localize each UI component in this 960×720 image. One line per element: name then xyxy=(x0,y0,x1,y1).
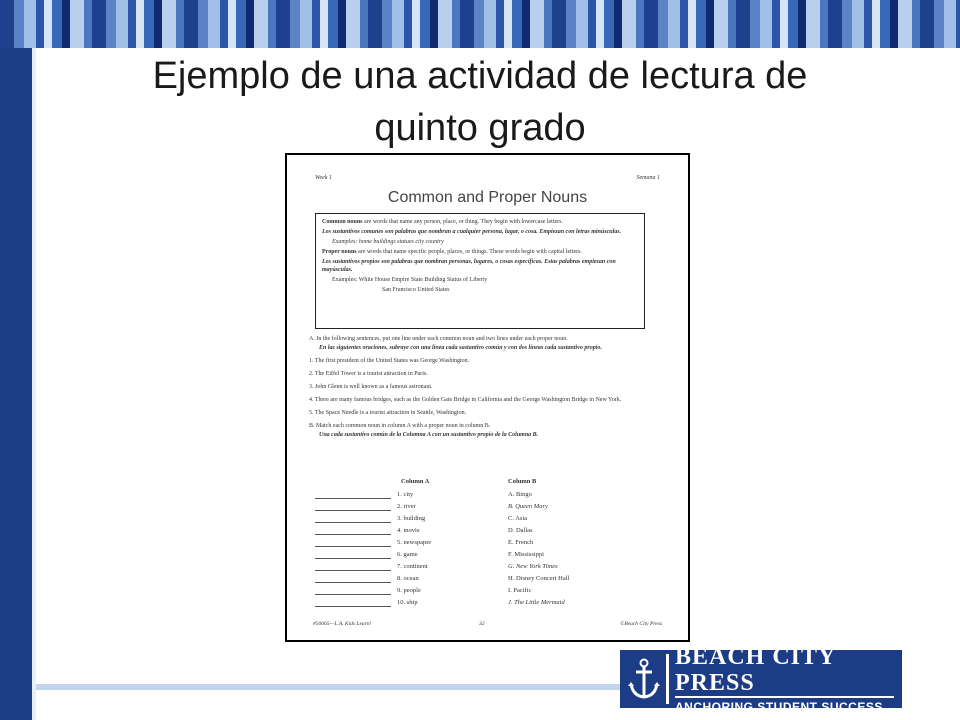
column-a-item: 4. movie xyxy=(397,527,420,534)
column-a-item: 7. continent xyxy=(397,563,428,570)
worksheet-image xyxy=(285,153,690,642)
column-b-item: H. Disney Concert Hall xyxy=(508,575,570,582)
column-a-item: 2. river xyxy=(397,503,416,510)
column-a-item: 3. building xyxy=(397,515,426,522)
slide-title-line-2: quinto grado xyxy=(374,107,586,149)
matching-row xyxy=(315,551,655,563)
section-a xyxy=(309,335,659,444)
worksheet-title: Common and Proper Nouns xyxy=(387,189,588,206)
matching-row xyxy=(315,527,655,539)
column-b-item: I. Pacific xyxy=(508,587,532,594)
matching-row xyxy=(315,575,655,587)
logo-text-block xyxy=(666,644,900,714)
matching-row xyxy=(315,539,655,551)
section-b-instruction-es: Una cada sustantivo común de la Columna A con un sustantivo propio de la Columna B. xyxy=(319,432,539,438)
anchor-icon xyxy=(622,652,666,706)
logo-tagline: ANCHORING STUDENT SUCCESS xyxy=(675,696,894,714)
section-a-instruction-es: En las siguientes oraciones, subraye con una línea cada sustantivo común y con dos líneas cada sustantivo propio. xyxy=(319,345,602,351)
logo-name: BEACH CITY PRESS xyxy=(675,644,836,696)
common-noun-text-en: are words that name any person, place, or thing. They begin with lowercase letters. xyxy=(362,219,564,225)
worksheet-footer-left: #50065—L.A. Kids Learn! xyxy=(313,621,372,627)
column-a-header: Column A xyxy=(401,478,430,485)
proper-noun-text-en: are words that name specific people, places, or things. These words begin with capital letters. xyxy=(356,249,582,255)
top-stripe-banner xyxy=(0,0,960,48)
common-noun-examples: Examples: home buildings statues city country xyxy=(332,239,444,245)
matching-row xyxy=(315,491,655,503)
matching-rows xyxy=(315,491,655,611)
section-b-instruction-en: B. Match each common noun in column A with a proper noun in column B. xyxy=(309,423,491,429)
proper-noun-definition-en xyxy=(322,248,638,256)
proper-noun-term-en: Proper nouns xyxy=(322,249,357,255)
proper-noun-definition-es xyxy=(322,258,638,274)
column-b-item: A. Bingo xyxy=(508,491,532,498)
left-side-bar xyxy=(0,48,36,720)
common-noun-text-es: son palabras que nombran a cualquier persona, lugar, o cosa. Empiezan con letras minúsculas. xyxy=(383,229,622,235)
bottom-accent-line xyxy=(36,684,626,690)
matching-row xyxy=(315,563,655,575)
answer-blank xyxy=(315,594,391,595)
worksheet-week-left: Week 1 xyxy=(315,175,332,181)
matching-row xyxy=(315,599,655,611)
sentence-item: 1. The first president of the United States was George Washington. xyxy=(309,358,470,364)
column-b-item: B. Queen Mary xyxy=(508,503,548,510)
column-b-item: D. Dallas xyxy=(508,527,533,534)
column-b-item: J. The Little Mermaid xyxy=(508,599,565,606)
worksheet-page-number: 32 xyxy=(479,621,485,627)
column-b-item: F. Mississippi xyxy=(508,551,544,558)
section-a-instruction-en: A. In the following sentences, put one line under each common noun and two lines under each proper noun. xyxy=(309,336,568,342)
column-a-item: 1. city xyxy=(397,491,414,498)
worksheet-week-right: Semana 1 xyxy=(636,175,660,181)
column-a-item: 6. game xyxy=(397,551,418,558)
column-a-item: 8. ocean xyxy=(397,575,419,582)
column-a-item: 5. newspaper xyxy=(397,539,432,546)
common-noun-term-es: Los sustantivos comunes xyxy=(322,229,384,235)
matching-row xyxy=(315,503,655,515)
definitions-box xyxy=(315,213,645,329)
column-b-item: G. New York Times xyxy=(508,563,558,570)
answer-blank xyxy=(315,558,391,559)
column-a-item: 9. people xyxy=(397,587,421,594)
column-b-item: E. French xyxy=(508,539,534,546)
common-noun-definition-es xyxy=(322,228,638,236)
matching-row xyxy=(315,515,655,527)
sentence-item: 3. John Glenn is well known as a famous astronaut. xyxy=(309,384,433,390)
beach-city-press-logo xyxy=(620,644,902,714)
proper-noun-term-es: Los sustantivos propios xyxy=(322,259,380,265)
proper-noun-examples-2: San Francisco United States xyxy=(382,287,450,293)
worksheet-footer-right: ©Beach City Press xyxy=(620,621,662,627)
proper-noun-examples-1: Examples: White House Empire State Building Status of Liberty xyxy=(332,277,488,283)
sentence-item: 2. The Eiffel Tower is a tourist attraction in Paris. xyxy=(309,371,428,377)
answer-blank xyxy=(315,570,391,571)
answer-blank xyxy=(315,582,391,583)
answer-blank xyxy=(315,546,391,547)
common-noun-term-en: Common nouns xyxy=(322,219,363,225)
answer-blank xyxy=(315,534,391,535)
common-noun-definition-en xyxy=(322,218,638,226)
sentence-item: 5. The Space Needle is a tourist attraction in Seattle, Washington. xyxy=(309,410,467,416)
slide-title-line-1: Ejemplo de una actividad de lectura de xyxy=(152,55,808,97)
answer-blank xyxy=(315,498,391,499)
answer-blank xyxy=(315,606,391,607)
matching-row xyxy=(315,587,655,599)
sentence-item: 4. There are many famous bridges, such as the Golden Gate Bridge in California and the George Washington Bridge in New York. xyxy=(309,397,622,403)
column-b-header: Column B xyxy=(508,478,537,485)
answer-blank xyxy=(315,510,391,511)
column-b-item: C. Asia xyxy=(508,515,528,522)
slide-title xyxy=(60,50,900,154)
column-a-item: 10. ship xyxy=(397,599,418,606)
answer-blank xyxy=(315,522,391,523)
proper-noun-text-es: son palabras que nombran personas, lugares, o cosas específicas. Estas palabras empiezan con mayúsculas. xyxy=(322,259,616,273)
